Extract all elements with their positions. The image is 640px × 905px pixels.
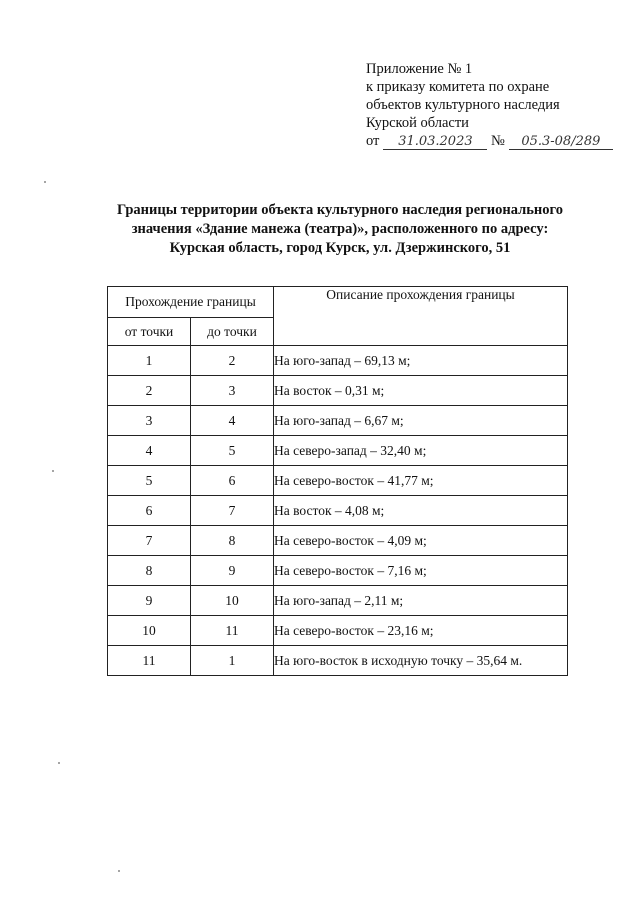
scan-speck — [44, 181, 46, 183]
cell-to: 3 — [191, 376, 274, 406]
cell-to: 5 — [191, 436, 274, 466]
cell-from: 2 — [108, 376, 191, 406]
table-row — [108, 616, 568, 646]
title-line-2: значения «Здание манежа (театра)», расположенного по адресу: — [131, 221, 549, 237]
cell-description: На восток – 4,08 м; — [274, 496, 568, 526]
cell-description: На юго-запад – 6,67 м; — [274, 406, 568, 436]
table-row — [108, 346, 568, 376]
cell-from: 6 — [108, 496, 191, 526]
title-line-1: Границы территории объекта культурного наследия регионального — [117, 202, 563, 218]
cell-description: На северо-восток – 23,16 м; — [274, 616, 568, 646]
cell-description: На северо-запад – 32,40 м; — [274, 436, 568, 466]
table-row — [108, 586, 568, 616]
cell-description: На юго-запад – 2,11 м; — [274, 586, 568, 616]
cell-description: На северо-восток – 7,16 м; — [274, 556, 568, 586]
cell-description: На юго-запад – 69,13 м; — [274, 346, 568, 376]
cell-to: 8 — [191, 526, 274, 556]
header-to-point: до точки — [191, 318, 274, 346]
header-description: Описание прохождения границы — [274, 287, 568, 346]
table-row — [108, 556, 568, 586]
cell-to: 4 — [191, 406, 274, 436]
table-row — [108, 496, 568, 526]
table-row — [108, 466, 568, 496]
appendix-date-number-line — [366, 132, 613, 150]
header-passage: Прохождение границы — [108, 287, 274, 318]
appendix-block — [366, 60, 613, 150]
document-title — [60, 201, 620, 258]
handwritten-number: 05.3-08/289 — [509, 135, 613, 150]
cell-to: 6 — [191, 466, 274, 496]
cell-to: 1 — [191, 646, 274, 676]
table-row — [108, 406, 568, 436]
header-from-point: от точки — [108, 318, 191, 346]
table-row — [108, 436, 568, 466]
cell-to: 9 — [191, 556, 274, 586]
table-row — [108, 376, 568, 406]
from-label: от — [366, 133, 380, 149]
cell-from: 10 — [108, 616, 191, 646]
table-row — [108, 646, 568, 676]
cell-from: 7 — [108, 526, 191, 556]
scan-speck — [118, 870, 120, 872]
scan-speck — [58, 762, 60, 764]
number-label: № — [491, 133, 505, 149]
cell-description: На северо-восток – 41,77 м; — [274, 466, 568, 496]
appendix-order-line: к приказу комитета по охране — [366, 79, 550, 95]
cell-from: 8 — [108, 556, 191, 586]
handwritten-date: 31.03.2023 — [383, 135, 487, 150]
cell-to: 2 — [191, 346, 274, 376]
appendix-committee-line: объектов культурного наследия — [366, 97, 560, 113]
cell-from: 1 — [108, 346, 191, 376]
table-row — [108, 526, 568, 556]
cell-description: На восток – 0,31 м; — [274, 376, 568, 406]
cell-to: 10 — [191, 586, 274, 616]
cell-from: 9 — [108, 586, 191, 616]
appendix-region-line: Курской области — [366, 115, 469, 131]
cell-description: На юго-восток в исходную точку – 35,64 м. — [274, 646, 568, 676]
cell-from: 5 — [108, 466, 191, 496]
cell-from: 11 — [108, 646, 191, 676]
title-line-3: Курская область, город Курск, ул. Дзержинского, 51 — [169, 240, 511, 256]
cell-to: 11 — [191, 616, 274, 646]
cell-from: 4 — [108, 436, 191, 466]
boundary-table — [107, 286, 568, 676]
cell-to: 7 — [191, 496, 274, 526]
cell-from: 3 — [108, 406, 191, 436]
cell-description: На северо-восток – 4,09 м; — [274, 526, 568, 556]
appendix-title: Приложение № 1 — [366, 61, 473, 77]
scan-speck — [52, 470, 54, 472]
